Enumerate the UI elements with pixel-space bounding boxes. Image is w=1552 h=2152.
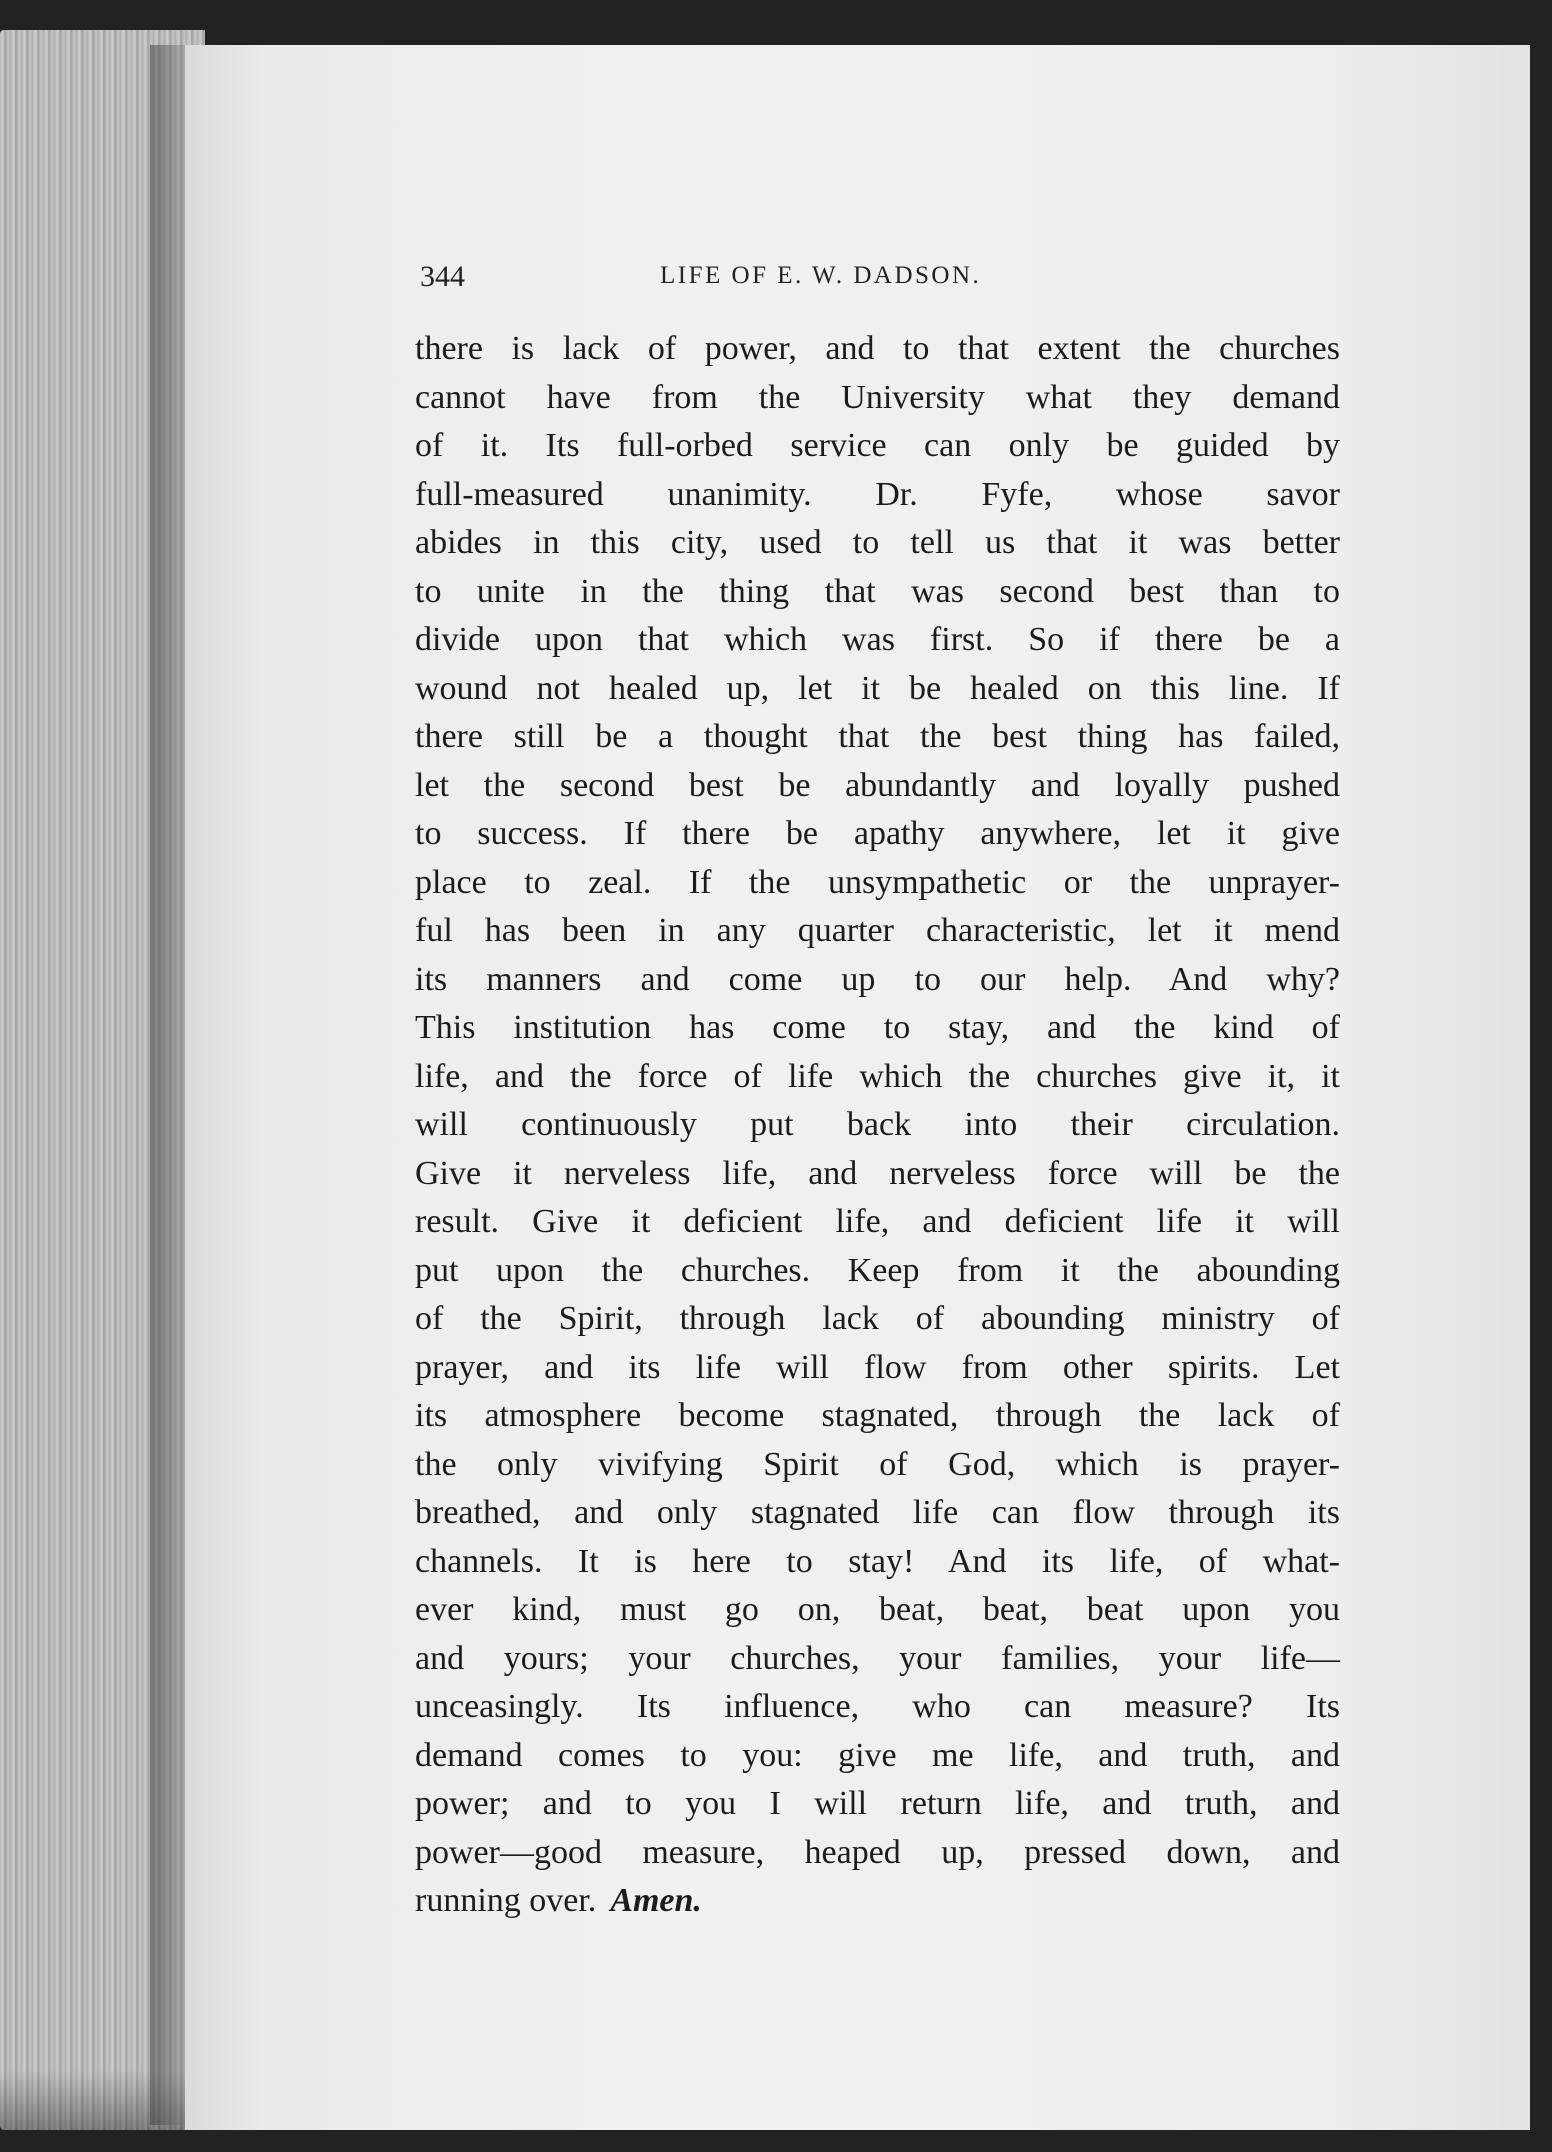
text-line: unceasingly. Its influence, who can measure? Its: [415, 1688, 1340, 1725]
final-line-text: running over.: [415, 1882, 597, 1919]
text-line: This institution has come to stay, and the kind of: [415, 1009, 1340, 1046]
text-line: full-measured unanimity. Dr. Fyfe, whose savor: [415, 475, 1340, 513]
text-line: power—good measure, heaped up, pressed down, and: [415, 1833, 1340, 1871]
text-line: divide upon that which was first. So if there be a: [415, 621, 1340, 658]
text-line: Give it nerveless life, and nerveless force will be the: [415, 1154, 1340, 1192]
page-header: [420, 258, 1345, 308]
text-line: put upon the churches. Keep from it the abounding: [415, 1251, 1340, 1289]
text-line: ful has been in any quarter characteristic, let it mend: [415, 912, 1340, 949]
text-line: there still be a thought that the best thing has failed,: [415, 718, 1340, 755]
running-head: LIFE OF E. W. DADSON.: [660, 262, 982, 289]
text-line: breathed, and only stagnated life can flow through its: [415, 1494, 1340, 1531]
page-number: 344: [420, 260, 465, 293]
text-line: let the second best be abundantly and loyally pushed: [415, 766, 1340, 804]
text-line: abides in this city, used to tell us that it was better: [415, 524, 1340, 561]
text-line: to unite in the thing that was second best than to: [415, 572, 1340, 610]
text-line: life, and the force of life which the churches give it, it: [415, 1057, 1340, 1095]
text-line: wound not healed up, let it be healed on this line. If: [415, 669, 1340, 707]
text-line: result. Give it deficient life, and deficient life it will: [415, 1203, 1340, 1240]
text-line: power; and to you I will return life, and truth, and: [415, 1785, 1340, 1822]
final-line: [415, 1877, 1340, 1926]
text-line: its atmosphere become stagnated, through the lack of: [415, 1397, 1340, 1434]
text-line: the only vivifying Spirit of God, which is prayer-: [415, 1445, 1340, 1483]
text-line: place to zeal. If the unsympathetic or the unprayer-: [415, 863, 1340, 901]
closing-word: Amen.: [610, 1882, 702, 1919]
text-line: of the Spirit, through lack of abounding ministry of: [415, 1300, 1340, 1337]
text-line: demand comes to you: give me life, and truth, and: [415, 1736, 1340, 1774]
text-line: channels. It is here to stay! And its life, of what-: [415, 1542, 1340, 1580]
text-line: of it. Its full-orbed service can only be guided by: [415, 427, 1340, 464]
text-line: its manners and come up to our help. And why?: [415, 960, 1340, 998]
text-line: there is lack of power, and to that extent the churches: [415, 330, 1340, 367]
text-line: cannot have from the University what they demand: [415, 378, 1340, 416]
text-line: to success. If there be apathy anywhere, let it give: [415, 815, 1340, 852]
text-line: ever kind, must go on, beat, beat, beat upon you: [415, 1591, 1340, 1628]
text-line: will continuously put back into their circulation.: [415, 1106, 1340, 1143]
text-line: prayer, and its life will flow from other spirits. Let: [415, 1348, 1340, 1386]
body-text: [415, 325, 1340, 1926]
text-line: and yours; your churches, your families, your life—: [415, 1639, 1340, 1677]
